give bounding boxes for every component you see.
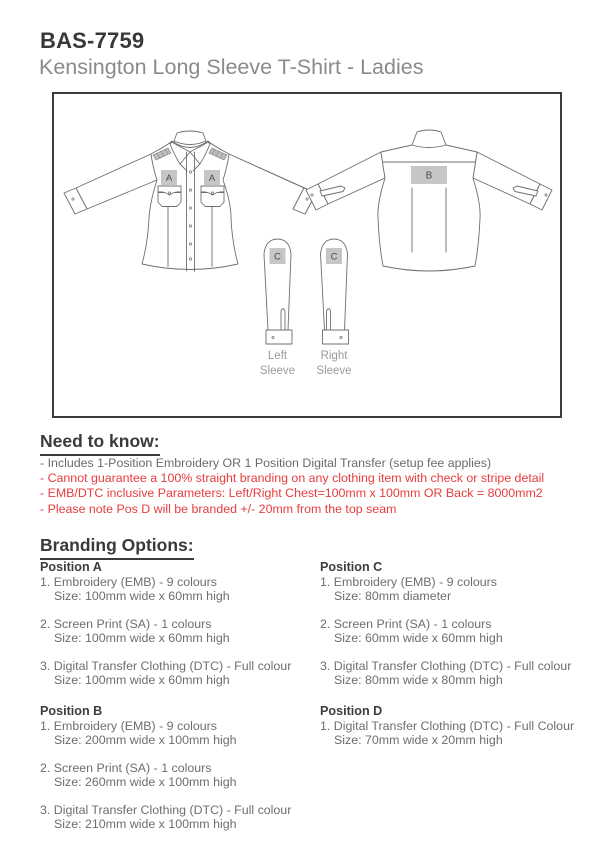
position-c-block	[320, 560, 595, 688]
garment-diagram-box	[52, 92, 562, 418]
branding-option-item	[320, 617, 595, 646]
position-c-title: Position C	[320, 560, 383, 574]
branding-option-item	[320, 575, 595, 604]
note-item: - Cannot guarantee a 100% straight branding on any clothing item with check or stripe detail	[40, 471, 545, 486]
pocket-right	[201, 186, 224, 207]
position-a-title: Position A	[40, 560, 102, 574]
position-b-label: B	[425, 170, 433, 182]
option-size: Size: 80mm diameter	[334, 589, 452, 603]
position-c-right-label: C	[330, 251, 338, 263]
position-b-title: Position B	[40, 704, 103, 718]
option-method: 2. Screen Print (SA) - 1 colours	[40, 760, 212, 775]
option-size: Size: 200mm wide x 100mm high	[54, 733, 237, 747]
garment-diagram	[54, 94, 560, 416]
option-method: 1. Embroidery (EMB) - 9 colours	[40, 718, 217, 733]
position-d-block	[320, 704, 595, 748]
option-size: Size: 70mm wide x 20mm high	[334, 733, 503, 747]
option-method: 2. Screen Print (SA) - 1 colours	[320, 616, 492, 631]
position-a-right-label: A	[208, 173, 216, 184]
position-c-left-label: C	[274, 251, 281, 263]
option-size: Size: 80mm wide x 80mm high	[334, 673, 503, 687]
left-sleeve-label-line1: Left	[267, 350, 288, 362]
branding-option-item	[40, 761, 315, 790]
need-to-know-notes	[40, 456, 580, 517]
option-size: Size: 260mm wide x 100mm high	[54, 775, 237, 789]
position-a-block	[40, 560, 315, 688]
branding-option-item	[320, 659, 595, 688]
option-method: 1. Embroidery (EMB) - 9 colours	[40, 574, 217, 589]
option-method: 1. Embroidery (EMB) - 9 colours	[320, 574, 497, 589]
product-name: Kensington Long Sleeve T-Shirt - Ladies	[39, 55, 424, 79]
option-method: 3. Digital Transfer Clothing (DTC) - Full colour	[320, 658, 572, 673]
right-sleeve-label-line2: Sleeve	[316, 365, 352, 377]
option-method: 2. Screen Print (SA) - 1 colours	[40, 616, 212, 631]
branding-option-item	[40, 803, 315, 832]
left-sleeve-diagram	[260, 239, 295, 377]
position-b-block	[40, 704, 315, 832]
branding-option-item	[40, 575, 315, 604]
pocket-left	[158, 186, 181, 207]
option-size: Size: 100mm wide x 60mm high	[54, 631, 230, 645]
option-method: 1. Digital Transfer Clothing (DTC) - Full Colour	[320, 718, 575, 733]
option-size: Size: 60mm wide x 60mm high	[334, 631, 503, 645]
branding-option-item	[40, 719, 315, 748]
branding-options-heading: Branding Options:	[40, 535, 194, 560]
product-code: BAS-7759	[40, 28, 145, 53]
position-d-title: Position D	[320, 704, 383, 718]
right-sleeve-label-line1: Right	[320, 350, 348, 362]
option-size: Size: 100mm wide x 60mm high	[54, 589, 230, 603]
branding-option-item	[40, 659, 315, 688]
need-to-know-heading: Need to know:	[40, 431, 160, 456]
right-sleeve-diagram	[316, 239, 351, 377]
note-item: - EMB/DTC inclusive Parameters: Left/Right Chest=100mm x 100mm OR Back = 8000mm2	[40, 486, 543, 501]
left-sleeve-label-line2: Sleeve	[259, 365, 296, 377]
option-method: 3. Digital Transfer Clothing (DTC) - Full colour	[40, 658, 292, 673]
branding-option-item	[40, 617, 315, 646]
note-item: - Please note Pos D will be branded +/- 20mm from the top seam	[40, 501, 397, 516]
note-item: - Includes 1-Position Embroidery OR 1 Position Digital Transfer (setup fee applies)	[40, 456, 492, 470]
option-size: Size: 100mm wide x 60mm high	[54, 673, 230, 687]
position-a-left-label: A	[165, 173, 173, 184]
option-size: Size: 210mm wide x 100mm high	[54, 817, 237, 831]
branding-option-item	[320, 719, 595, 748]
option-method: 3. Digital Transfer Clothing (DTC) - Full colour	[40, 802, 292, 817]
